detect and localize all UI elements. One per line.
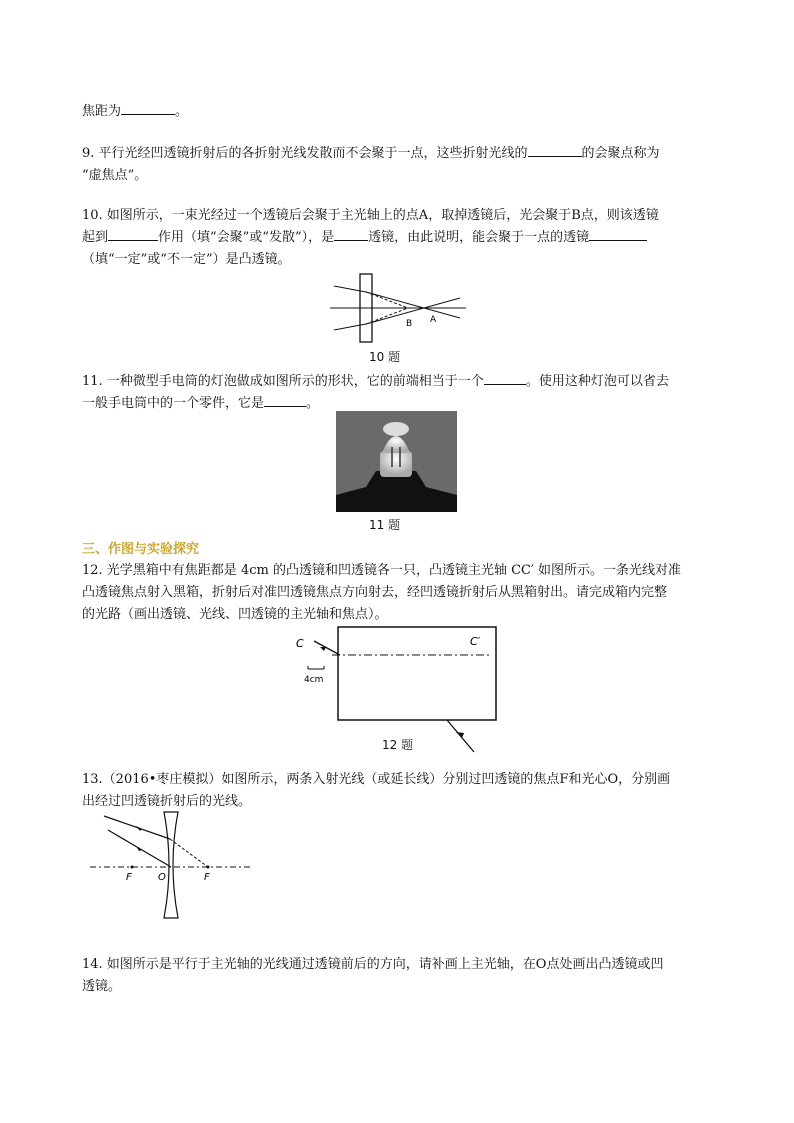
q12-exit-arrow-icon — [456, 732, 464, 738]
q12-caption: 12 题 — [382, 738, 414, 752]
section-title: 三、作图与实验探究 — [82, 542, 200, 557]
q10-text-b: 作用（填“会聚”或“发散”），是 — [158, 230, 335, 245]
q13-label-o: O — [158, 872, 166, 883]
q10-text-c: 透镜，由此说明，能会聚于一点的透镜 — [368, 230, 590, 245]
q10-blank-3[interactable] — [589, 228, 647, 241]
q13-line1: 13.（2016•枣庄模拟）如图所示，两条入射光线（或延长线）分别过凹透镜的焦点F和光心O，分别画 — [82, 772, 671, 787]
q13-figure — [90, 810, 260, 920]
q10-label-a: A — [430, 315, 437, 325]
q9-answer-blank[interactable] — [528, 144, 582, 157]
q10-ray-top-out — [366, 292, 460, 318]
q10-blank-2[interactable] — [334, 228, 368, 241]
q13-label-f-left: F — [126, 872, 132, 883]
q11-text-b: 。使用这种灯泡可以省去 — [525, 374, 669, 389]
q11-line2 — [82, 392, 319, 411]
q10-ray-top-in — [334, 286, 366, 292]
q11-caption: 11 题 — [369, 518, 401, 532]
q13-concave-lens — [164, 812, 178, 918]
q11-text-c: 一般手电筒中的一个零件，它是 — [82, 396, 265, 411]
q10-figure — [330, 272, 470, 344]
q12-line2: 凸透镜焦点射入黑箱，折射后对准凹透镜焦点方向射去，经凹透镜折射后从黑箱射出。请完成箱内完整 — [82, 585, 668, 600]
q10-line3: （填“一定”或“不一定”）是凸透镜。 — [82, 252, 291, 267]
q11-bulb-photo — [336, 411, 457, 512]
q10-label-b: B — [406, 319, 413, 329]
q13-ray-2-arrow-icon — [136, 846, 142, 851]
q9-line1 — [82, 142, 660, 161]
q14-line2: 透镜。 — [82, 979, 122, 994]
q10-blank-1[interactable] — [108, 228, 158, 241]
q12-label-c-prime: C′ — [470, 635, 481, 648]
q9-text-b: 的会聚点称为 — [581, 146, 660, 161]
q13-ray-1 — [104, 816, 170, 839]
q8-tail-line — [82, 100, 188, 119]
q13-label-f-right: F — [204, 872, 210, 883]
q9-text-a: 9. 平行光经凹透镜折射后的各折射光线发散而不会聚于一点，这些折射光线的 — [82, 146, 528, 161]
q10-ray-bottom-in — [334, 324, 366, 330]
q8-end: 。 — [175, 104, 189, 119]
q10-caption: 10 题 — [369, 350, 401, 364]
q10-line2 — [82, 226, 647, 245]
q12-incident-ray — [314, 641, 340, 655]
q13-ray-1-extension — [170, 839, 208, 867]
q10-line1: 10. 如图所示，一束光经过一个透镜后会聚于主光轴上的点A，取掉透镜后，光会聚于B点，则该透镜 — [82, 208, 659, 223]
q11-bulb-drawing — [336, 411, 457, 512]
q11-blank-1[interactable] — [484, 372, 526, 385]
q12-incident-arrow-icon — [320, 647, 326, 651]
q11-line1 — [82, 370, 669, 389]
q14-line1: 14. 如图所示是平行于主光轴的光线通过透镜前后的方向，请补画上主光轴，在O点处画出凸透镜或凹 — [82, 957, 664, 972]
q8-text: 焦距为 — [82, 104, 122, 119]
q11-text-a: 11. 一种微型手电筒的灯泡做成如图所示的形状，它的前端相当于一个 — [82, 374, 484, 389]
q13-line2: 出经过凹透镜折射后的光线。 — [82, 794, 252, 809]
q11-text-d: 。 — [306, 396, 320, 411]
q8-answer-blank[interactable] — [121, 102, 175, 115]
q12-line3: 的光路（画出透镜、光线、凹透镜的主光轴和焦点）。 — [82, 607, 388, 622]
q12-scale-label: 4cm — [304, 675, 324, 685]
q12-line1: 12. 光学黑箱中有焦距都是 4cm 的凸透镜和凹透镜各一只，凸透镜主光轴 CC′ 如图所示。一条光线对准 — [82, 563, 682, 578]
q10-text-a: 起到 — [82, 230, 109, 245]
q10-ray-bottom-out — [366, 298, 460, 324]
q11-blank-2[interactable] — [264, 394, 306, 407]
q9-line2: “虚焦点”。 — [82, 168, 148, 183]
q12-label-c: C — [296, 637, 304, 650]
